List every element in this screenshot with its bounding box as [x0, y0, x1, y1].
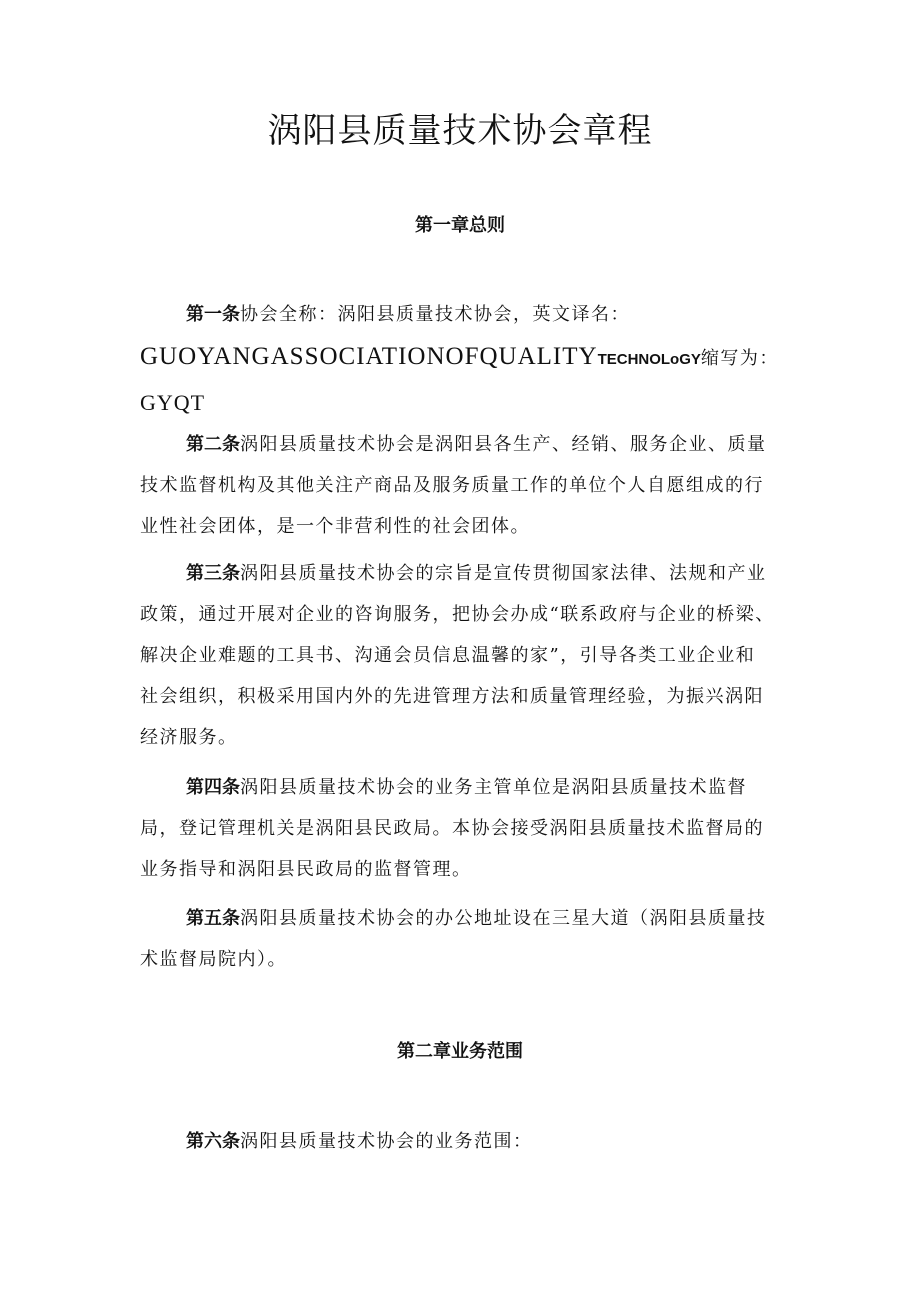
article-text: 术监督局院内）。	[140, 949, 287, 970]
article-text: 社会组织，积极采用国内外的先进管理方法和质量管理经验，为振兴涡阳	[140, 686, 764, 707]
chapter-2-heading: 第二章业务范围	[397, 1041, 523, 1062]
article-text: 协会全称：涡阳县质量技术协会，英文译名：	[240, 304, 630, 325]
article-text: 涡阳县质量技术协会的业务主管单位是涡阳县质量技术监督	[240, 777, 747, 798]
article-text: 涡阳县质量技术协会是涡阳县各生产、经销、服务企业、质量	[240, 434, 767, 455]
article-number: 第一条	[186, 304, 240, 325]
article-number: 第二条	[186, 434, 240, 455]
english-name-part-1: GUOYANGASSOCIATIONOFQUALITY	[140, 343, 598, 370]
article-number: 第五条	[186, 908, 240, 929]
article-text: 业务指导和涡阳县民政局的监督管理。	[140, 859, 472, 880]
article-4	[140, 767, 790, 890]
article-text: 涡阳县质量技术协会的业务范围：	[240, 1131, 533, 1152]
article-text: 业性社会团体，是一个非营利性的社会团体。	[140, 516, 530, 537]
article-1	[140, 294, 790, 425]
article-text: 技术监督机构及其他关注产商品及服务质量工作的单位个人自愿组成的行	[140, 475, 764, 496]
article-text: 涡阳县质量技术协会的宗旨是宣传贯彻国家法律、法规和产业	[240, 563, 767, 584]
article-number: 第六条	[186, 1131, 240, 1152]
abbreviation: GYQT	[140, 390, 206, 415]
article-5	[140, 898, 790, 980]
article-number: 第四条	[186, 777, 240, 798]
english-name-part-2: TECHNOLoGY	[597, 351, 701, 368]
article-number: 第三条	[186, 563, 240, 584]
document-title: 涡阳县质量技术协会章程	[267, 111, 653, 151]
article-2	[140, 424, 790, 547]
article-3	[140, 553, 790, 758]
article-text: 解决企业难题的工具书、沟通会员信息温馨的家”，引导各类工业企业和	[140, 645, 756, 666]
chapter-1-heading: 第一章总则	[415, 215, 505, 236]
article-text: 涡阳县质量技术协会的办公地址设在三星大道（涡阳县质量技	[240, 908, 767, 929]
article-text: 缩写为：	[700, 348, 779, 369]
article-text: 经济服务。	[140, 727, 238, 748]
article-text: 局，登记管理机关是涡阳县民政局。本协会接受涡阳县质量技术监督局的	[140, 818, 764, 839]
article-6	[140, 1121, 790, 1162]
article-text: 政策，通过开展对企业的咨询服务，把协会办成“联系政府与企业的桥梁、	[140, 604, 775, 625]
